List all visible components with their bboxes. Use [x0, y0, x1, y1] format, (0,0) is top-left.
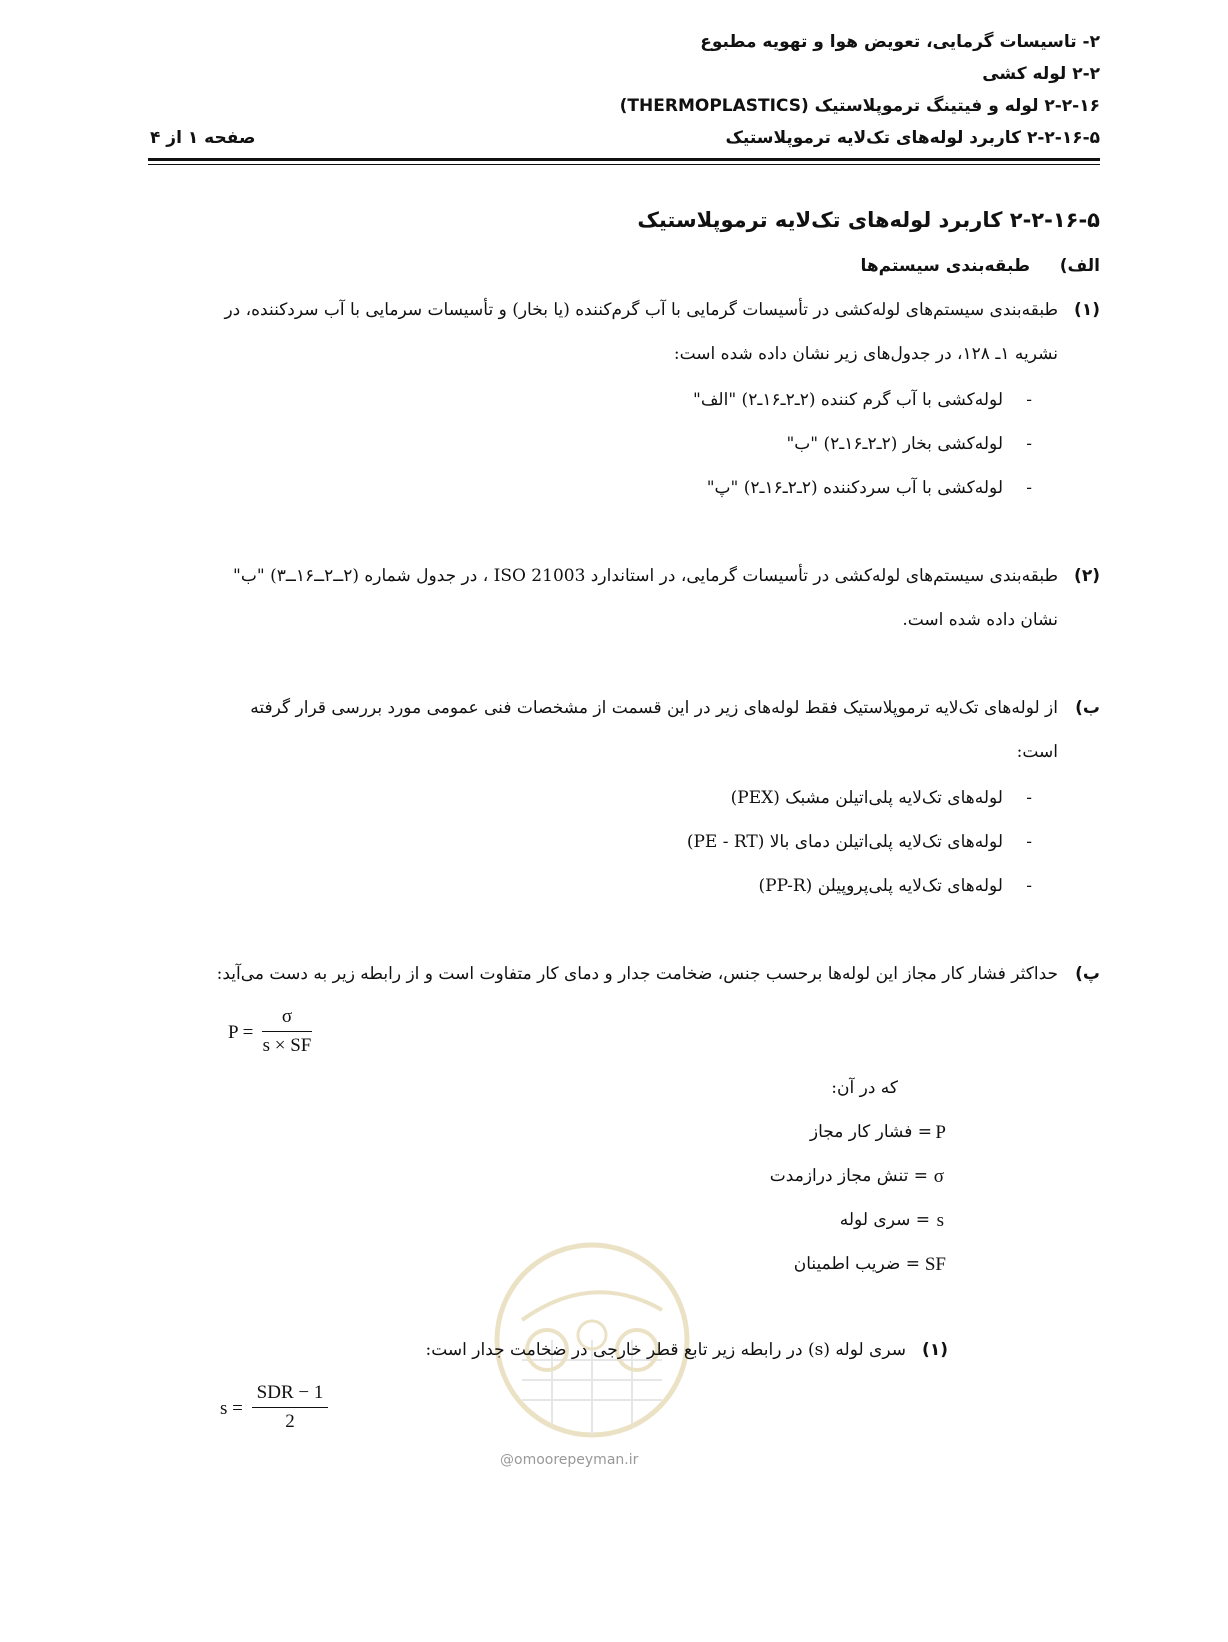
part-a-item2-line1: طبقه‌بندی سیستم‌های لوله‌کشی در تأسیسات گرمایی، در استاندارد ISO 21003 ، در جدول شماره (۲ــ۲ــ۱۶ــ۳) "ب" — [233, 566, 1058, 586]
definition-symbol: σ — [933, 1166, 944, 1187]
part-b-line2: است: — [1016, 742, 1058, 762]
bullet-dash: - — [1026, 876, 1032, 896]
bullet-dash: - — [1026, 478, 1032, 498]
definition-text: = ضریب اطمینان — [793, 1254, 920, 1274]
header-line-2: ۲-۲ لوله کشی — [982, 64, 1100, 84]
formula-2-lhs: s = — [220, 1398, 243, 1419]
definition-symbol: P — [935, 1122, 946, 1143]
part-a-item1-line1: طبقه‌بندی سیستم‌های لوله‌کشی در تأسیسات گرمایی با آب گرم‌کننده (یا بخار) و تأسیسات سرمایی با آب سردکننده، در — [224, 300, 1058, 320]
list-item: لوله‌کشی بخار (۲ـ۲ـ۱۶ـ۲) "ب" — [786, 434, 1003, 454]
list-item: لوله‌کشی با آب سردکننده (۲ـ۲ـ۱۶ـ۲) "پ" — [706, 478, 1003, 498]
fraction-bar — [252, 1407, 328, 1408]
formula-1-fraction — [262, 1006, 312, 1057]
header-divider-thin — [148, 164, 1100, 165]
list-item: لوله‌های تک‌لایه پلی‌اتیلن دمای بالا (PE - RT) — [686, 832, 1003, 852]
page-number: صفحه ۱ از ۴ — [150, 128, 256, 148]
part-b-line1: از لوله‌های تک‌لایه ترموپلاستیک فقط لوله‌های زیر در این قسمت از مشخصات فنی عمومی مورد بررسی قرار گرفته — [250, 698, 1058, 718]
definition-text: = تنش مجاز درازمدت — [769, 1166, 928, 1186]
formula-1-numerator: σ — [281, 1006, 293, 1027]
part-a-item2-marker: (۲) — [1074, 566, 1100, 586]
header-line-3: ۲-۲-۱۶ لوله و فیتینگ ترموپلاستیک (THERMOPLASTICS) — [619, 96, 1100, 116]
part-b-marker: ب) — [1075, 698, 1100, 718]
fraction-bar — [262, 1031, 312, 1032]
list-item: لوله‌کشی با آب گرم کننده (۲ـ۲ـ۱۶ـ۲) "الف" — [693, 390, 1003, 410]
part-a-item1-line2: نشریه ۱ـ ۱۲۸، در جدول‌های زیر نشان داده شده است: — [673, 344, 1058, 364]
part-p-item1-line1: سری لوله (s) در رابطه زیر تابع قطر خارجی در ضخامت جدار است: — [425, 1340, 906, 1360]
bullet-dash: - — [1026, 390, 1032, 410]
bullet-dash: - — [1026, 434, 1032, 454]
list-item: لوله‌های تک‌لایه پلی‌اتیلن مشبک (PEX) — [730, 788, 1003, 808]
part-a-title: طبقه‌بندی سیستم‌ها — [860, 256, 1030, 276]
list-item: لوله‌های تک‌لایه پلی‌پروپیلن (PP-R) — [758, 876, 1003, 896]
part-p-marker: پ) — [1075, 964, 1100, 984]
header-line-4: ۲-۲-۱۶-۵ کاربرد لوله‌های تک‌لایه ترموپلاستیک — [725, 128, 1100, 148]
part-p-item1-marker: (۱) — [922, 1340, 948, 1360]
definition-text: = فشار کار مجاز — [809, 1122, 932, 1142]
where-label: که در آن: — [831, 1078, 898, 1098]
part-a-item1-marker: (۱) — [1074, 300, 1100, 320]
formula-2-fraction — [252, 1382, 328, 1433]
header-line-1: ۲- تاسیسات گرمایی، تعویض هوا و تهویه مطبوع — [700, 32, 1100, 52]
part-p-line1: حداکثر فشار کار مجاز این لوله‌ها برحسب جنس، ضخامت جدار و دمای کار متفاوت است و از رابطه زیر به دست می‌آید: — [216, 964, 1058, 984]
watermark-text: @omoorepeyman.ir — [500, 1452, 639, 1468]
section-title: ۲-۲-۱۶-۵ کاربرد لوله‌های تک‌لایه ترموپلاستیک — [637, 208, 1100, 232]
part-a-item2-line2: نشان داده شده است. — [902, 610, 1058, 630]
definition-text: = سری لوله — [839, 1210, 930, 1230]
formula-1-lhs: P = — [228, 1022, 254, 1043]
bullet-dash: - — [1026, 788, 1032, 808]
formula-2-denominator: 2 — [285, 1411, 295, 1432]
header-divider-thick — [148, 158, 1100, 161]
bullet-dash: - — [1026, 832, 1032, 852]
part-a-marker: الف) — [1059, 256, 1100, 276]
definition-symbol: s — [936, 1210, 944, 1231]
formula-1-denominator: s × SF — [262, 1035, 312, 1056]
formula-2-numerator: SDR − 1 — [256, 1382, 324, 1403]
definition-symbol: SF — [924, 1254, 946, 1275]
